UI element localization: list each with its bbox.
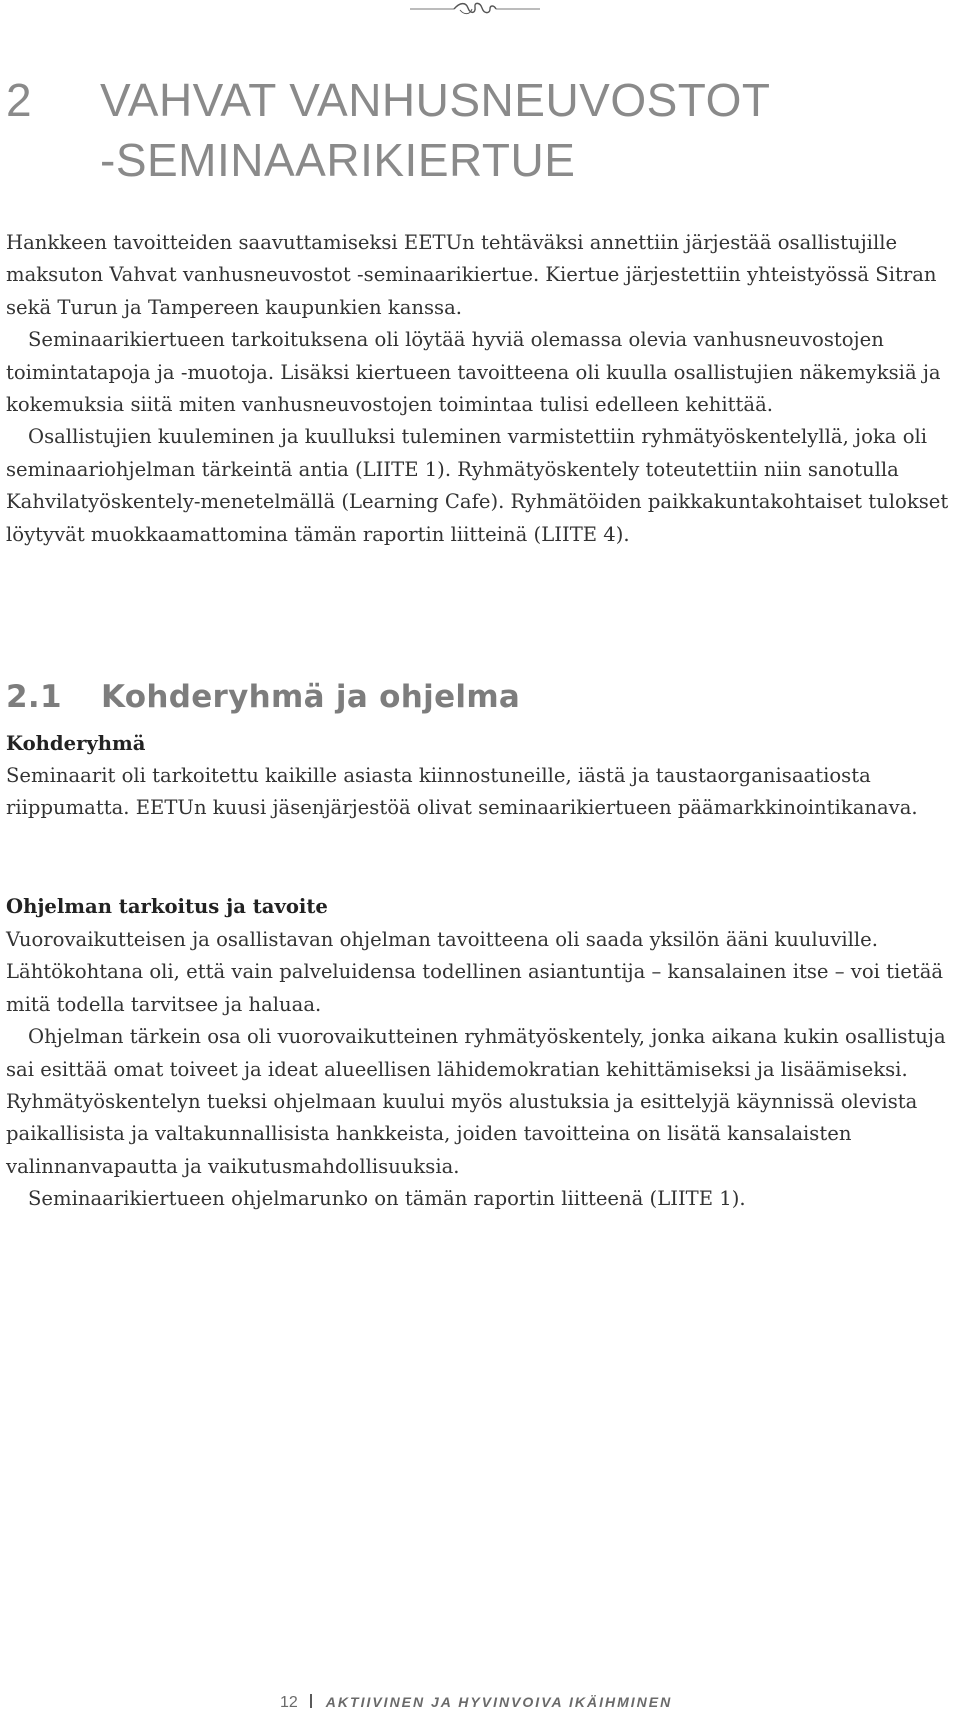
section-heading [6, 675, 520, 719]
chapter-title-line-2: -SEMINAARIKIERTUE [100, 134, 576, 186]
section-title: Kohderyhmä ja ohjelma [101, 679, 521, 715]
paragraph: Seminaarit oli tarkoitettu kaikille asiasta kiinnostuneille, iästä ja taustaorganisaatiosta riippumatta. EETUn kuusi jäsenjärjestöä olivat seminaarikiertueen päämarkkinointikanava. [6, 764, 918, 820]
chapter-title-line-1: VAHVAT VANHUSNEUVOSTOT [100, 74, 771, 126]
ohjelma-text [6, 924, 960, 1216]
publication-title: AKTIIVINEN JA HYVINVOIVA IKÄIHMINEN [325, 1694, 673, 1710]
decorative-flourish-icon [410, 0, 540, 20]
paragraph: Hankkeen tavoitteiden saavuttamiseksi EETUn tehtäväksi annettiin järjestää osallistujille maksuton Vahvat vanhusneuvostot -seminaarikiertue. Kiertue järjestettiin yhteistyössä Sitran sekä Turun ja Tampereen kaupunkien kanssa. [6, 231, 937, 319]
paragraph: Seminaarikiertueen ohjelmarunko on tämän raportin liitteenä (LIITE 1). [28, 1187, 746, 1211]
paragraph: Ohjelman tärkein osa oli vuorovaikutteinen ryhmätyöskentely, jonka aikana kukin osallistuja sai esittää omat toiveet ja ideat alueellisen lähidemokratian kehittämiseksi ja lisäämiseksi. Ryhmätyöskentelyn tueksi ohjelmaan kuului myös alustuksia ja esittelyjä käynnissä olevista paikallisista ja valtakunnallisista hankkeista, joiden tavoitteina on lisätä kansalaisten valinnanvapautta ja vaikutusmahdollisuuksia. [6, 1025, 946, 1178]
paragraph: Osallistujien kuuleminen ja kuulluksi tuleminen varmistettiin ryhmätyöskentelyllä, joka oli seminaariohjelman tärkeintä antia (LIITE 1). Ryhmätyöskentely toteutettiin niin sanotulla Kahvilatyöskentely-menetelmällä (Learning Cafe). Ryhmätöiden paikkakuntakohtaiset tulokset löytyvät muokkaamattomina tämän raportin liitteinä (LIITE 4). [6, 425, 949, 546]
chapter-heading [6, 70, 946, 190]
page-number: 12 [280, 1694, 298, 1711]
page-footer [280, 1692, 672, 1712]
subheading-ohjelma: Ohjelman tarkoitus ja tavoite [6, 895, 328, 918]
kohderyhma-text [6, 760, 960, 825]
paragraph: Seminaarikiertueen tarkoituksena oli löytää hyviä olemassa olevia vanhusneuvostojen toimintatapoja ja -muotoja. Lisäksi kiertueen tavoitteena oli kuulla osallistujien näkemyksiä ja kokemuksia siitä miten vanhusneuvostojen toimintaa tulisi edelleen kehittää. [6, 328, 941, 417]
paragraph: Vuorovaikutteisen ja osallistavan ohjelman tavoitteena oli saada yksilön ääni kuuluville. Lähtökohtana oli, että vain palveluidensa todellinen asiantuntija – kansalainen itse – voi tietää mitä todella tarvitsee ja haluaa. [6, 928, 944, 1016]
subheading-kohderyhma: Kohderyhmä [6, 732, 146, 755]
intro-text [6, 227, 960, 551]
footer-divider [310, 1694, 312, 1708]
chapter-number: 2 [6, 74, 33, 126]
section-number: 2.1 [6, 679, 62, 715]
